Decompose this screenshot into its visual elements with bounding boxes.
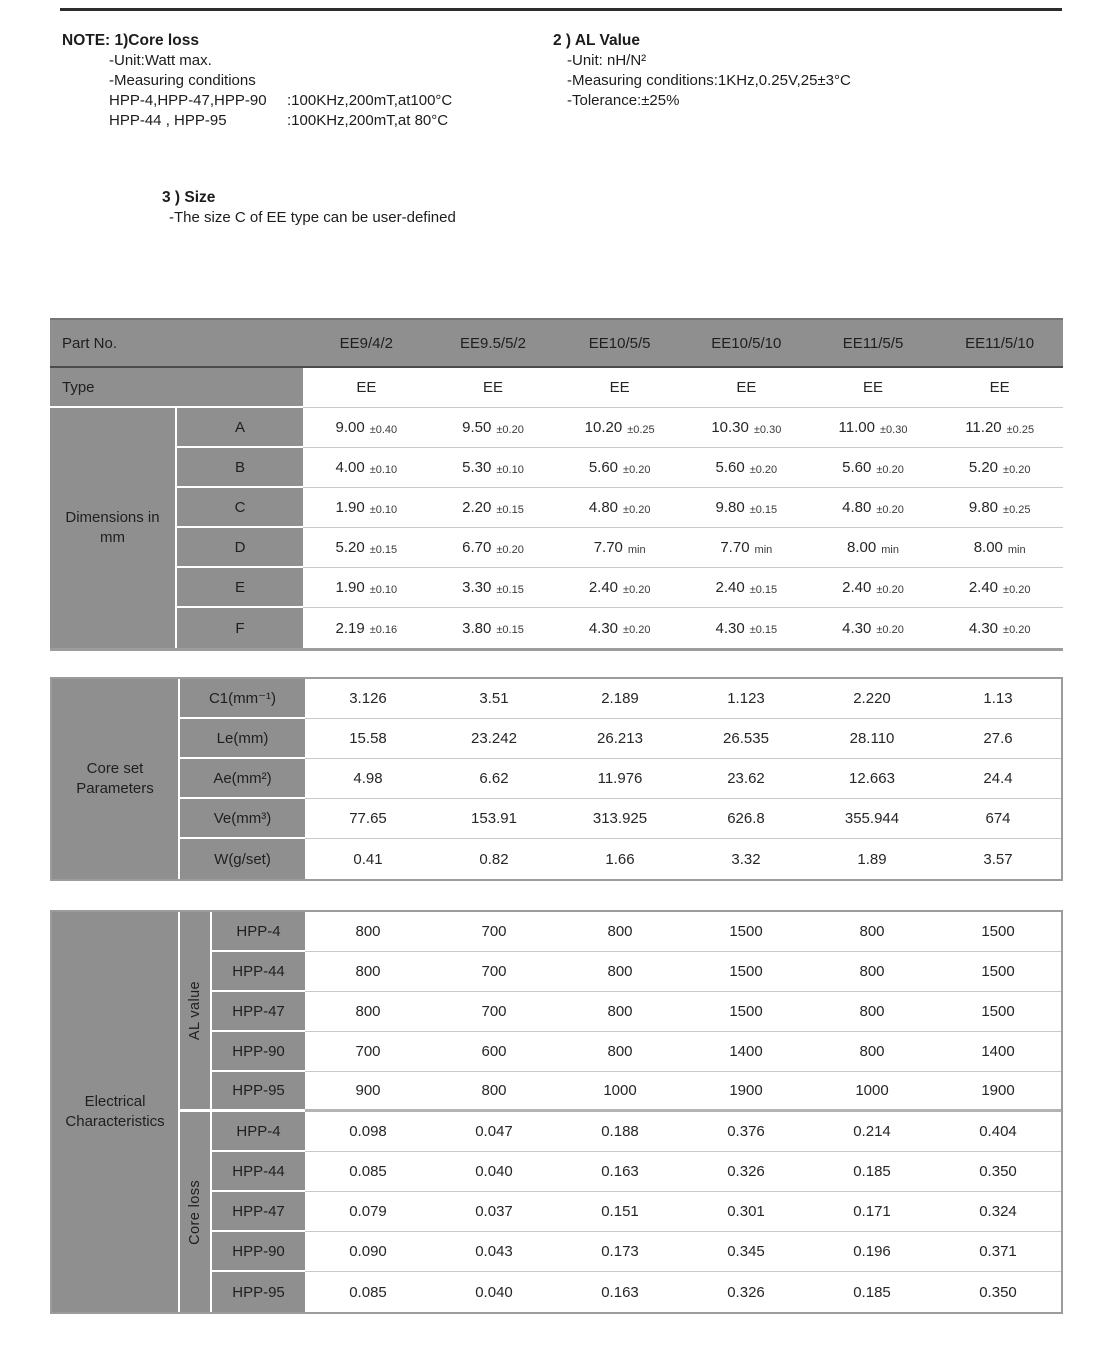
- dim-tolerance: ±0.20: [876, 583, 904, 596]
- dim-row-label: A: [177, 408, 303, 448]
- dim-value: 4.80: [842, 499, 872, 516]
- parameter-value-cell: 3.126: [305, 679, 431, 719]
- parameter-value-cell: 355.944: [809, 799, 935, 839]
- dim-tolerance: ±0.15: [496, 624, 524, 636]
- part-no-header-cell: EE9/4/2: [303, 320, 430, 368]
- al-value-cell: 1500: [683, 992, 809, 1032]
- parameter-label: Ae(mm²): [180, 759, 305, 799]
- parameter-value-cell: 153.91: [431, 799, 557, 839]
- note-core-loss-title: NOTE: 1)Core loss: [62, 32, 199, 49]
- cond-value: :100KHz,200mT,at100°C: [287, 92, 453, 109]
- parameter-value-cell: 28.110: [809, 719, 935, 759]
- al-value-cell: 800: [557, 1032, 683, 1072]
- material-label: HPP-95: [212, 1272, 305, 1312]
- dim-value-cell: [936, 528, 1063, 568]
- section-label-core-loss: [180, 1112, 212, 1312]
- dim-value-cell: [430, 408, 557, 448]
- type-value-cell: EE: [683, 368, 810, 408]
- part-no-header-cell: EE11/5/5: [810, 320, 937, 368]
- core-loss-cell: 0.326: [683, 1152, 809, 1192]
- dim-value: 4.00: [335, 459, 365, 476]
- dim-value-cell: [430, 568, 557, 608]
- material-label: HPP-47: [212, 992, 305, 1032]
- core-loss-cell: 0.090: [305, 1232, 431, 1272]
- note-al-value-conditions: -Measuring conditions:1KHz,0.25V,25±3°C: [567, 72, 851, 89]
- parameter-value-cell: 0.41: [305, 839, 431, 879]
- dim-tolerance: ±0.10: [496, 463, 524, 476]
- dim-value: 9.80: [968, 499, 999, 516]
- dim-tolerance: ±0.20: [1003, 583, 1031, 596]
- core-loss-cell: 0.163: [557, 1272, 683, 1312]
- cond-value: :100KHz,200mT,at 80°C: [287, 112, 449, 129]
- dim-value: 11.00: [838, 419, 875, 436]
- core-loss-cell: 0.040: [431, 1152, 557, 1192]
- core-loss-cell: 0.151: [557, 1192, 683, 1232]
- material-label: HPP-44: [212, 1152, 305, 1192]
- dim-value-cell: [936, 488, 1063, 528]
- note-size-text: -The size C of EE type can be user-defined: [169, 209, 456, 226]
- al-value-cell: 800: [305, 912, 431, 952]
- part-no-header-cell: EE9.5/5/2: [430, 320, 557, 368]
- material-label: HPP-90: [212, 1232, 305, 1272]
- rotated-section-text: Core loss: [187, 1179, 203, 1245]
- core-loss-cell: 0.188: [557, 1112, 683, 1152]
- dim-row-label: B: [177, 448, 303, 488]
- dim-value-cell: [556, 488, 683, 528]
- core-loss-cell: 0.404: [935, 1112, 1061, 1152]
- al-value-cell: 800: [431, 1072, 557, 1112]
- note-al-value-unit: -Unit: nH/N²: [567, 52, 647, 69]
- al-value-cell: 1500: [935, 952, 1061, 992]
- parameter-value-cell: 2.220: [809, 679, 935, 719]
- parameter-value-cell: 26.535: [683, 719, 809, 759]
- al-value-cell: 1500: [683, 952, 809, 992]
- dim-value-cell: [936, 448, 1063, 488]
- dim-value-cell: [683, 568, 810, 608]
- dim-value-cell: [810, 568, 937, 608]
- notes-section: [0, 30, 1100, 228]
- al-value-cell: 800: [305, 992, 431, 1032]
- al-value-cell: 800: [809, 1032, 935, 1072]
- al-value-cell: 600: [431, 1032, 557, 1072]
- dim-value: 5.30: [462, 459, 492, 476]
- parameter-value-cell: 11.976: [557, 759, 683, 799]
- dim-tolerance: ±0.25: [1003, 503, 1031, 516]
- dim-value: 4.30: [842, 619, 872, 637]
- parameter-value-cell: 24.4: [935, 759, 1061, 799]
- core-loss-cell: 0.196: [809, 1232, 935, 1272]
- dim-value: 2.19: [335, 619, 365, 637]
- dim-tolerance: ±0.20: [749, 463, 778, 476]
- note-core-loss-conditions: -Measuring conditions: [109, 72, 256, 89]
- dim-value: 5.60: [715, 459, 745, 476]
- al-value-cell: 800: [557, 912, 683, 952]
- dim-value: 4.30: [968, 619, 999, 637]
- parameter-value-cell: 77.65: [305, 799, 431, 839]
- core-loss-cell: 0.185: [809, 1152, 935, 1192]
- parameter-value-cell: 2.189: [557, 679, 683, 719]
- dim-value: 2.40: [715, 579, 745, 596]
- dim-tolerance: ±0.10: [369, 463, 398, 476]
- parameter-value-cell: 26.213: [557, 719, 683, 759]
- material-label: HPP-90: [212, 1032, 305, 1072]
- section-label-al-value: [180, 912, 212, 1112]
- dim-value: 10.20: [584, 419, 623, 436]
- dim-value: 9.00: [335, 419, 365, 436]
- parameter-value-cell: 23.62: [683, 759, 809, 799]
- electrical-group-label: Electrical Characteristics: [52, 912, 180, 1312]
- part-no-header-cell: EE10/5/10: [683, 320, 810, 368]
- dim-tolerance: min: [754, 543, 773, 556]
- dim-value: 3.30: [462, 579, 492, 596]
- electrical-characteristics-table: [50, 910, 1063, 1314]
- al-value-cell: 900: [305, 1072, 431, 1112]
- top-divider: [60, 8, 1062, 11]
- dim-tolerance: ±0.40: [369, 423, 398, 436]
- rotated-section-text: AL value: [187, 980, 203, 1041]
- material-label: HPP-44: [212, 952, 305, 992]
- al-value-cell: 800: [809, 992, 935, 1032]
- dim-value: 9.50: [462, 419, 492, 436]
- core-loss-cell: 0.324: [935, 1192, 1061, 1232]
- note-size-title: 3 ) Size: [162, 189, 216, 206]
- dim-value: 2.40: [842, 579, 872, 596]
- parameter-value-cell: 1.13: [935, 679, 1061, 719]
- dim-tolerance: min: [881, 543, 899, 556]
- core-loss-cell: 0.085: [305, 1152, 431, 1192]
- core-loss-cell: 0.371: [935, 1232, 1061, 1272]
- dim-value-cell: [810, 408, 937, 448]
- al-value-cell: 700: [305, 1032, 431, 1072]
- dim-value-cell: [556, 568, 683, 608]
- dim-row-label: F: [177, 608, 303, 648]
- material-label: HPP-4: [212, 912, 305, 952]
- al-value-cell: 800: [557, 952, 683, 992]
- dim-value: 8.00: [847, 539, 877, 556]
- dim-value-cell: [303, 488, 430, 528]
- dim-tolerance: min: [627, 543, 646, 556]
- dim-tolerance: ±0.20: [623, 583, 651, 596]
- core-loss-cell: 0.079: [305, 1192, 431, 1232]
- type-value-cell: EE: [810, 368, 937, 408]
- dim-value-cell: [810, 448, 937, 488]
- dim-value-cell: [683, 448, 810, 488]
- dim-value-cell: [810, 488, 937, 528]
- dim-tolerance: ±0.30: [753, 423, 782, 436]
- core-loss-cell: 0.350: [935, 1152, 1061, 1192]
- parameter-value-cell: 3.57: [935, 839, 1061, 879]
- core-loss-cell: 0.037: [431, 1192, 557, 1232]
- al-value-cell: 1900: [683, 1072, 809, 1112]
- dim-value-cell: [556, 408, 683, 448]
- type-row-label: Type: [50, 368, 303, 408]
- dim-value-cell: [936, 608, 1063, 648]
- parameter-label: C1(mm⁻¹): [180, 679, 305, 719]
- dim-value: 5.60: [588, 459, 619, 476]
- dim-tolerance: ±0.20: [623, 463, 651, 476]
- spec-tables: [50, 318, 1063, 1314]
- al-value-cell: 800: [809, 912, 935, 952]
- parameter-value-cell: 6.62: [431, 759, 557, 799]
- dimensions-table: [50, 318, 1063, 651]
- dim-value: 4.30: [588, 619, 619, 637]
- al-value-cell: 800: [809, 952, 935, 992]
- cond-materials: HPP-44 , HPP-95: [109, 112, 227, 129]
- dim-value-cell: [303, 608, 430, 648]
- dim-tolerance: ±0.20: [496, 423, 524, 436]
- dim-tolerance: ±0.10: [369, 503, 398, 516]
- dim-value-cell: [430, 488, 557, 528]
- dim-value: 9.80: [715, 499, 745, 516]
- dim-value-cell: [430, 528, 557, 568]
- dim-value: 7.70: [593, 539, 623, 556]
- dim-value-cell: [810, 608, 937, 648]
- parameter-value-cell: 23.242: [431, 719, 557, 759]
- note-core-loss-cond-row: [109, 111, 1100, 131]
- al-value-cell: 700: [431, 912, 557, 952]
- part-no-header-cell: EE11/5/10: [936, 320, 1063, 368]
- note-size: [162, 187, 1100, 228]
- al-value-cell: 1400: [683, 1032, 809, 1072]
- dim-value-cell: [936, 408, 1063, 448]
- dim-value: 1.90: [335, 499, 365, 516]
- dim-tolerance: ±0.15: [496, 583, 524, 596]
- parameter-value-cell: 674: [935, 799, 1061, 839]
- core-loss-cell: 0.185: [809, 1272, 935, 1312]
- dim-tolerance: ±0.20: [1003, 463, 1031, 476]
- dim-value: 6.70: [462, 539, 492, 556]
- dim-tolerance: ±0.16: [369, 624, 398, 636]
- parameter-value-cell: 27.6: [935, 719, 1061, 759]
- core-loss-cell: 0.376: [683, 1112, 809, 1152]
- core-loss-cell: 0.301: [683, 1192, 809, 1232]
- dim-value: 2.40: [588, 579, 619, 596]
- dim-tolerance: ±0.15: [749, 583, 778, 596]
- al-value-cell: 800: [557, 992, 683, 1032]
- material-label: HPP-95: [212, 1072, 305, 1112]
- note-al-value: [553, 30, 851, 111]
- al-value-cell: 700: [431, 992, 557, 1032]
- core-loss-cell: 0.350: [935, 1272, 1061, 1312]
- core-loss-cell: 0.098: [305, 1112, 431, 1152]
- dim-tolerance: ±0.25: [1006, 423, 1035, 436]
- core-loss-cell: 0.171: [809, 1192, 935, 1232]
- type-value-cell: EE: [556, 368, 683, 408]
- core-loss-cell: 0.214: [809, 1112, 935, 1152]
- dim-value: 2.20: [462, 499, 492, 516]
- dim-value: 10.30: [711, 419, 749, 436]
- core-loss-cell: 0.326: [683, 1272, 809, 1312]
- dim-value-cell: [683, 608, 810, 648]
- al-value-cell: 700: [431, 952, 557, 992]
- dim-value-cell: [683, 488, 810, 528]
- parameter-label: W(g/set): [180, 839, 305, 879]
- dim-tolerance: ±0.20: [876, 503, 904, 516]
- dim-tolerance: ±0.20: [623, 503, 651, 516]
- dim-value-cell: [936, 568, 1063, 608]
- core-set-group-label: Core set Parameters: [52, 679, 180, 879]
- dim-tolerance: ±0.20: [876, 463, 904, 476]
- dim-value: 1.90: [335, 579, 365, 596]
- dim-value-cell: [430, 608, 557, 648]
- dim-value-cell: [556, 528, 683, 568]
- parameter-label: Le(mm): [180, 719, 305, 759]
- dim-tolerance: ±0.20: [623, 624, 651, 636]
- dim-value: 2.40: [968, 579, 999, 596]
- dim-value-cell: [683, 528, 810, 568]
- parameter-value-cell: 3.51: [431, 679, 557, 719]
- parameter-value-cell: 1.123: [683, 679, 809, 719]
- dim-tolerance: ±0.15: [496, 503, 524, 516]
- type-value-cell: EE: [936, 368, 1063, 408]
- type-value-cell: EE: [303, 368, 430, 408]
- dim-value-cell: [303, 528, 430, 568]
- parameter-value-cell: 1.66: [557, 839, 683, 879]
- dim-tolerance: ±0.15: [369, 543, 398, 556]
- parameter-value-cell: 626.8: [683, 799, 809, 839]
- part-no-corner-label: Part No.: [50, 320, 303, 368]
- al-value-cell: 1000: [557, 1072, 683, 1112]
- dim-value: 8.00: [973, 539, 1003, 556]
- core-loss-cell: 0.163: [557, 1152, 683, 1192]
- parameter-value-cell: 15.58: [305, 719, 431, 759]
- dim-tolerance: ±0.25: [627, 423, 655, 436]
- dim-tolerance: ±0.10: [369, 583, 398, 596]
- dim-value: 5.20: [335, 539, 365, 556]
- note-core-loss-unit: -Unit:Watt max.: [109, 52, 212, 69]
- dim-row-label: C: [177, 488, 303, 528]
- dim-value-cell: [303, 568, 430, 608]
- dim-value-cell: [556, 448, 683, 488]
- dim-value: 3.80: [462, 619, 492, 637]
- dim-value: 4.80: [588, 499, 619, 516]
- parameter-value-cell: 313.925: [557, 799, 683, 839]
- al-value-cell: 1500: [935, 992, 1061, 1032]
- note-al-value-title: 2 ) AL Value: [553, 32, 641, 49]
- parameter-label: Ve(mm³): [180, 799, 305, 839]
- al-value-cell: 1900: [935, 1072, 1061, 1112]
- core-loss-cell: 0.345: [683, 1232, 809, 1272]
- parameter-value-cell: 3.32: [683, 839, 809, 879]
- dim-value-cell: [810, 528, 937, 568]
- part-no-header-cell: EE10/5/5: [556, 320, 683, 368]
- dim-row-label: D: [177, 528, 303, 568]
- core-loss-cell: 0.173: [557, 1232, 683, 1272]
- dim-tolerance: ±0.30: [879, 423, 908, 436]
- parameter-value-cell: 12.663: [809, 759, 935, 799]
- core-set-parameters-table: [50, 677, 1063, 881]
- material-label: HPP-47: [212, 1192, 305, 1232]
- material-label: HPP-4: [212, 1112, 305, 1152]
- parameter-value-cell: 1.89: [809, 839, 935, 879]
- core-loss-cell: 0.043: [431, 1232, 557, 1272]
- al-value-cell: 1500: [935, 912, 1061, 952]
- dim-tolerance: ±0.20: [496, 543, 524, 556]
- dim-tolerance: min: [1007, 543, 1026, 556]
- dim-value: 11.20: [965, 419, 1002, 436]
- type-value-cell: EE: [430, 368, 557, 408]
- core-loss-cell: 0.047: [431, 1112, 557, 1152]
- dim-tolerance: ±0.20: [1003, 624, 1031, 636]
- core-loss-cell: 0.040: [431, 1272, 557, 1312]
- dim-value-cell: [303, 408, 430, 448]
- dim-row-label: E: [177, 568, 303, 608]
- al-value-cell: 1000: [809, 1072, 935, 1112]
- dim-value-cell: [683, 408, 810, 448]
- dim-value: 5.20: [968, 459, 999, 476]
- cond-materials: HPP-4,HPP-47,HPP-90: [109, 92, 267, 109]
- dim-tolerance: ±0.15: [749, 503, 778, 516]
- dimensions-group-label: Dimensions in mm: [50, 408, 177, 648]
- dim-value-cell: [303, 448, 430, 488]
- dim-value-cell: [430, 448, 557, 488]
- dim-value: 4.30: [715, 619, 745, 637]
- dim-value: 5.60: [842, 459, 872, 476]
- dim-value-cell: [556, 608, 683, 648]
- dim-value: 7.70: [720, 539, 750, 556]
- al-value-cell: 1400: [935, 1032, 1061, 1072]
- dim-tolerance: ±0.15: [749, 624, 778, 636]
- core-loss-cell: 0.085: [305, 1272, 431, 1312]
- parameter-value-cell: 0.82: [431, 839, 557, 879]
- dim-tolerance: ±0.20: [876, 624, 904, 636]
- note-al-value-tolerance: -Tolerance:±25%: [567, 92, 680, 109]
- al-value-cell: 1500: [683, 912, 809, 952]
- al-value-cell: 800: [305, 952, 431, 992]
- parameter-value-cell: 4.98: [305, 759, 431, 799]
